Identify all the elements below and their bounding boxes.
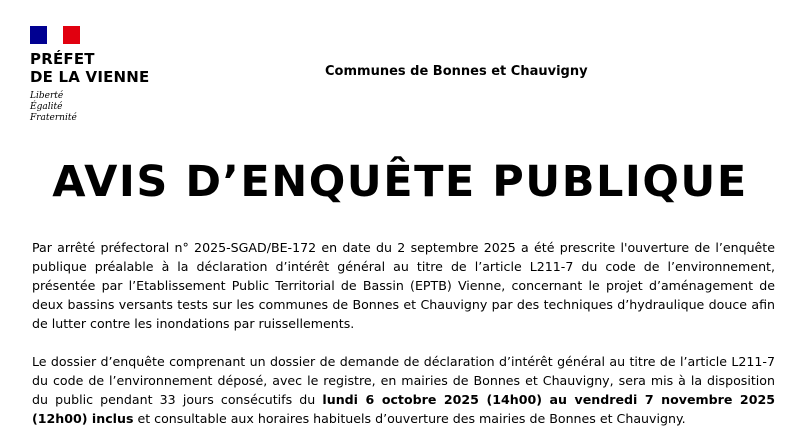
paragraph-2-part-1: Le dossier d’enquête comprenant un dossier de demande de déclaration d’intérêt général au titre de l’article L211-7 du code de l’environnement déposé, avec le registre, en mairies de Bonnes et Chauvigny, sera mis à la disposition du public pendant 33 jours consécutifs du [32, 354, 775, 407]
enquiry-dates: lundi 6 octobre 2025 (14h00) au vendredi 7 novembre 2025 (12h00) inclus [32, 392, 775, 426]
prefecture-logo [30, 26, 180, 124]
motto-liberte: Liberté [30, 91, 64, 101]
french-flag-icon [30, 26, 80, 44]
flag-white-stripe [47, 26, 64, 44]
notice-body [32, 238, 775, 447]
republic-motto [30, 91, 180, 124]
paragraph-1: Par arrêté préfectoral n° 2025-SGAD/BE-172 en date du 2 septembre 2025 a été prescrite l'ouverture de l’enquête publique préalable à la déclaration d’intérêt général au titre de l’article L211-7 du code de l’environnement, présentée par l’Etablissement Public Territorial de Bassin (EPTB) Vienne, concernant le projet d’aménagement de deux bassins versants tests sur les communes de Bonnes et Chauvigny par des techniques d’hydraulique douce afin de lutter contre les inondations par ruissellements. [32, 240, 775, 331]
logo-line-1: PRÉFET [30, 50, 95, 68]
flag-red-stripe [63, 26, 80, 44]
communes-heading: Communes de Bonnes et Chauvigny [325, 64, 588, 79]
flag-blue-stripe [30, 26, 47, 44]
paragraph-2-part-2: et consultable aux horaires habituels d’ouverture des mairies de Bonnes et Chauvigny. [133, 411, 686, 426]
page-title: AVIS D’ENQUÊTE PUBLIQUE [52, 157, 748, 207]
logo-line-2: DE LA VIENNE [30, 68, 150, 86]
motto-egalite: Égalité [30, 102, 63, 112]
paragraph-2 [32, 352, 775, 428]
header [0, 0, 800, 140]
motto-fraternite: Fraternité [30, 113, 77, 123]
